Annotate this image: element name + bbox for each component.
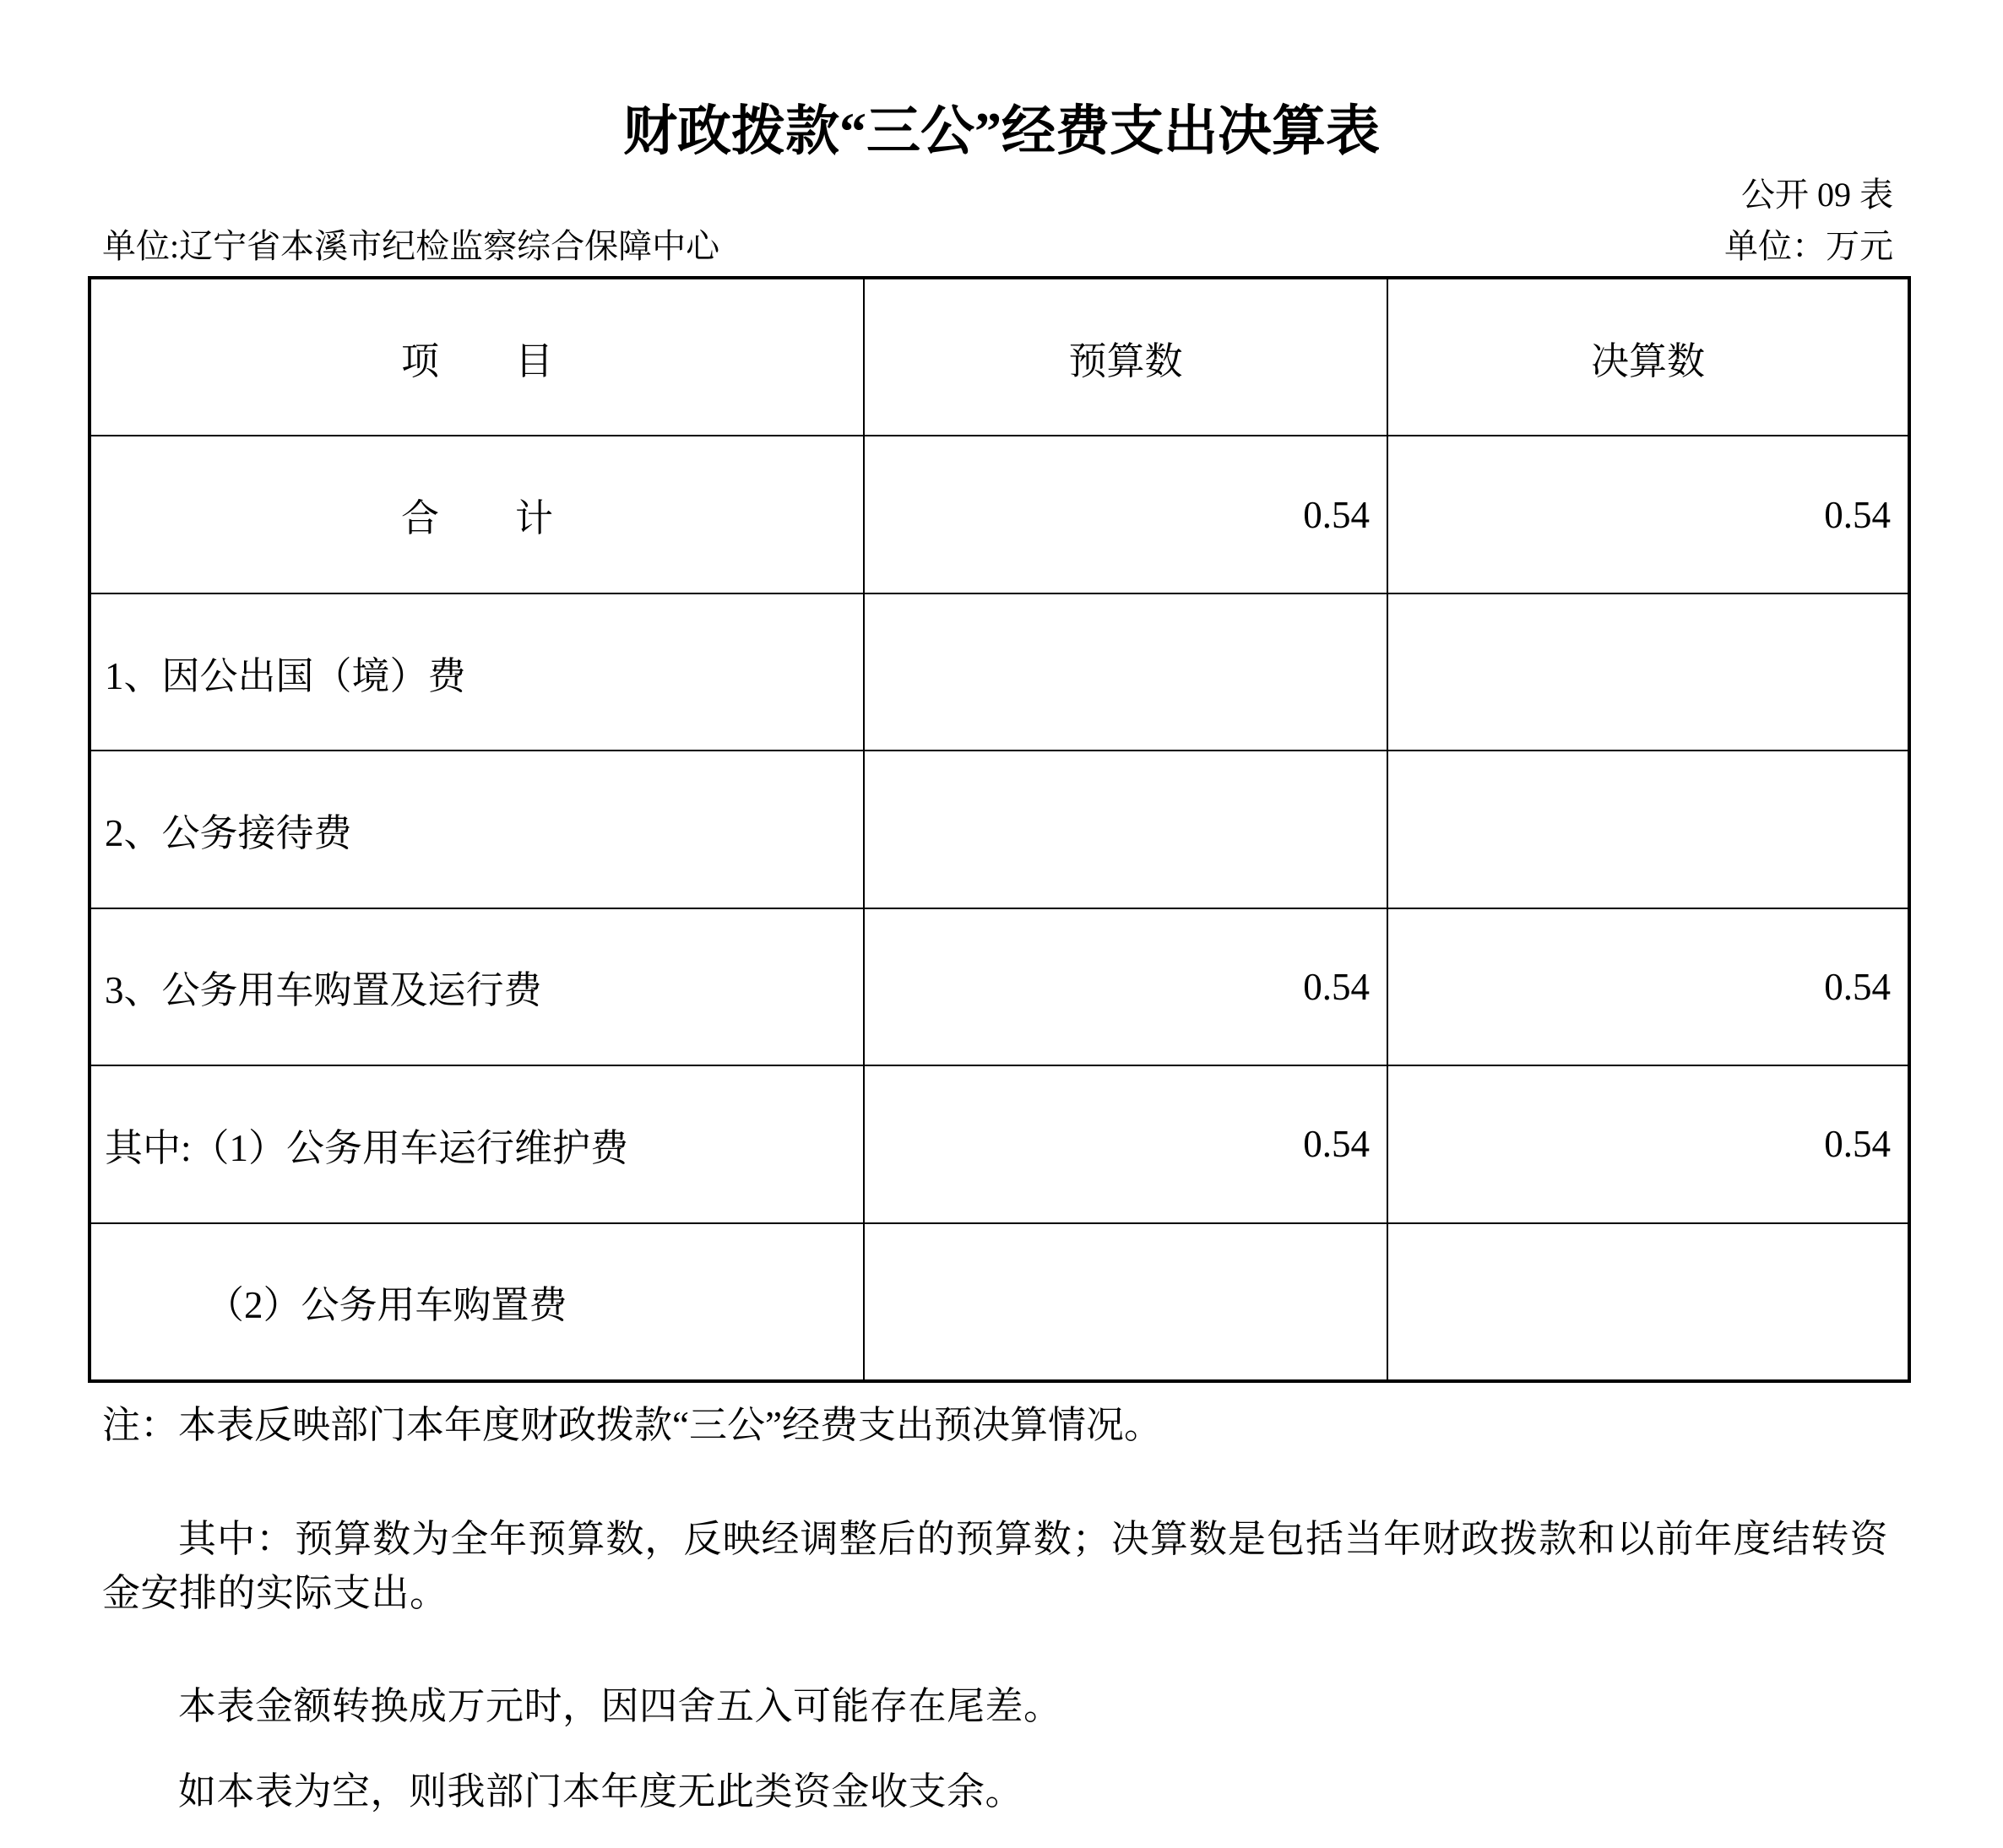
row-final-value: 0.54 <box>1387 1065 1909 1222</box>
row-budget-value <box>864 593 1387 751</box>
currency-unit: 单位：万元 <box>1724 227 1893 265</box>
row-budget-value: 0.54 <box>864 908 1387 1065</box>
row-final-value <box>1387 593 1909 751</box>
table-row <box>90 1223 1909 1381</box>
table-row-total <box>90 436 1909 593</box>
row-budget-value: 0.54 <box>864 436 1387 593</box>
row-final-value: 0.54 <box>1387 436 1909 593</box>
row-final-value: 0.54 <box>1387 908 1909 1065</box>
expenditure-table-container <box>88 276 1908 1383</box>
table-row <box>90 593 1909 751</box>
row-item-label: 2、公务接待费 <box>90 751 864 908</box>
table-header-row <box>90 278 1909 436</box>
row-item-label: 合 计 <box>90 436 864 593</box>
note-definition: 其中：预算数为全年预算数，反映经调整后的预算数；决算数是包括当年财政拨款和以前年度结转资金安排的实际支出。 <box>102 1518 1888 1614</box>
row-item-label: 1、因公出国（境）费 <box>90 593 864 751</box>
header-item: 项 目 <box>90 278 864 436</box>
header-budget: 预算数 <box>864 278 1387 436</box>
row-final-value <box>1387 1223 1909 1381</box>
row-final-value <box>1387 751 1909 908</box>
page-title: 财政拨款“三公”经费支出决算表 <box>623 101 1380 161</box>
row-budget-value: 0.54 <box>864 1065 1387 1222</box>
header-final: 决算数 <box>1387 278 1909 436</box>
note-scope: 注：本表反映部门本年度财政拨款“三公”经费支出预决算情况。 <box>102 1404 1162 1446</box>
expenditure-table <box>88 276 1911 1383</box>
row-budget-value <box>864 1223 1387 1381</box>
row-item-label: （2）公务用车购置费 <box>90 1223 864 1381</box>
row-budget-value <box>864 751 1387 908</box>
note-empty-table: 如本表为空，则我部门本年度无此类资金收支余。 <box>178 1770 1024 1813</box>
row-item-label: 其中:（1）公务用车运行维护费 <box>90 1065 864 1222</box>
reporting-unit: 单位:辽宁省本溪市纪检监察综合保障中心 <box>102 227 720 265</box>
table-row <box>90 908 1909 1065</box>
note-rounding: 本表金额转换成万元时，因四舍五入可能存在尾差。 <box>178 1685 1062 1727</box>
form-number: 公开 09 表 <box>1741 176 1893 214</box>
table-row <box>90 751 1909 908</box>
table-row <box>90 1065 1909 1222</box>
row-item-label: 3、公务用车购置及运行费 <box>90 908 864 1065</box>
